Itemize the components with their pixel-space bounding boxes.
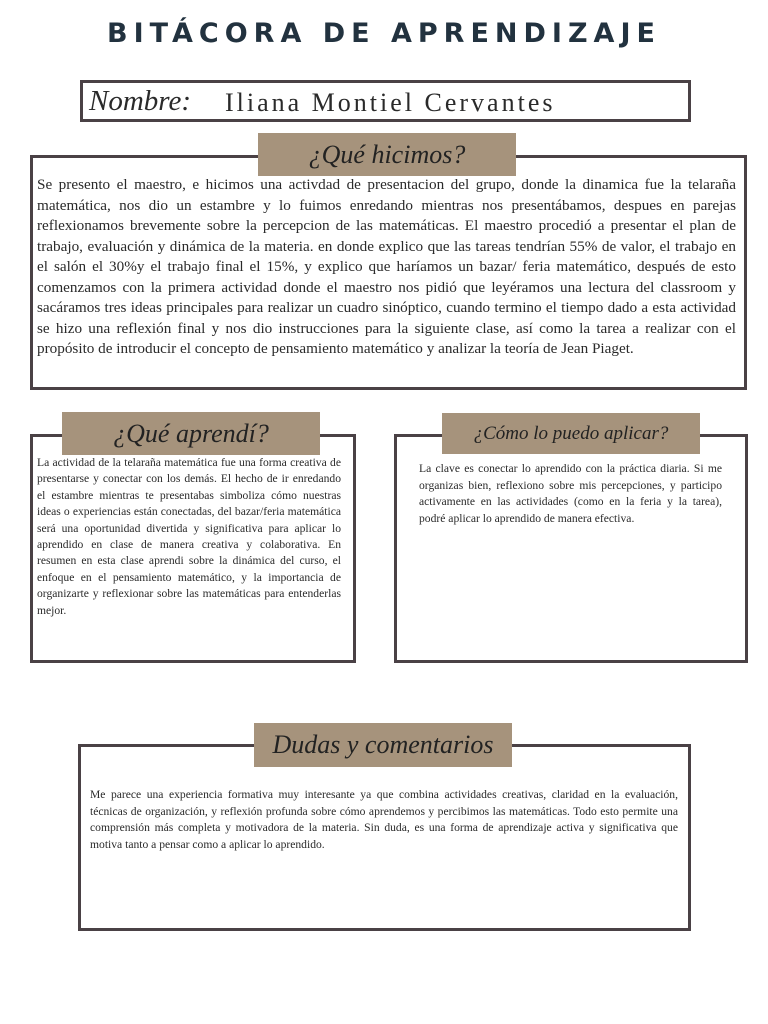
name-label: Nombre: — [89, 85, 192, 117]
section-como-aplicar-text: La clave es conectar lo aprendido con la práctica diaria. Si me organizas bien, reflexiono sobre mis percepciones, y participo activamente en las actividades (como en la feria y la tarea), podré aplicar lo aprendido de manera efectiva. — [419, 462, 722, 525]
page-title: BITÁCORA DE APRENDIZAJE — [107, 18, 661, 49]
section-que-aprendi-heading: ¿Qué aprendí? — [62, 412, 320, 455]
section-que-aprendi-text: La actividad de la telaraña matemática fue una forma creativa de presentarse y conectar con los demás. El hecho de ir enredando el estambre mientras te presentabas simboliza cómo nuestras ideas o experiencias están conectadas, del bazar/feria matemática será una oportunidad divertida y significativa para aplicar lo aprendido en clase de manera creativa y colaborativa. En resumen en esta clase aprendi sobre la dinámica del curso, el enfoque en el pensamiento matemático, y la importancia de organizarte y reflexionar sobre las matemáticas para entenderlas mejor. — [37, 456, 341, 617]
section-que-hicimos-text: Se presento el maestro, e hicimos una activdad de presentacion del grupo, donde la dinamica fue la telaraña matemática, nos dio un estambre y lo fuimos enredando mientras nos presentábamos, despues en parejas reflexionamos brevemente sobre la percepcion de las matemáticas. El maestro procedió a presentar el plan de trabajo, evaluación y dinámica de la materia. en donde explico que las tareas tendrían 55% de valor, el trabajo en el salón el 30%y el trabajo final el 15%, y explico que haríamos un bazar/ feria matemático, después de esto comenzamos con la primera actividad donde el maestro nos pidió que leyéramos una lectura del classroom y sacáramos tres ideas principales para realizar un cuadro sinóptico, cuando termino el tiempo dado a esta actividad se hizo una reflexión final y nos dio instrucciones para la siguiente clase, así como la tarea a realizar con el propósito de introducir el concepto de pensamiento matemático y analizar la teoría de Jean Piaget. — [37, 176, 736, 357]
name-box — [80, 80, 691, 122]
section-como-aplicar-heading: ¿Cómo lo puedo aplicar? — [442, 413, 700, 454]
name-value: Iliana Montiel Cervantes — [225, 88, 556, 117]
section-que-hicimos-heading: ¿Qué hicimos? — [258, 133, 516, 176]
section-dudas-heading: Dudas y comentarios — [254, 723, 512, 767]
section-dudas-text: Me parece una experiencia formativa muy interesante ya que combina actividades creativas, claridad en la evaluación, técnicas de organización, y reflexión profunda sobre cómo aprendemos y percibimos las matemáticas. Todo esto permite una comprensión más completa y motivadora de la materia. Sin duda, es una forma de aprendizaje activa y significativa que motiva tanto a pensar como a aplicar lo aprendido. — [90, 788, 678, 851]
